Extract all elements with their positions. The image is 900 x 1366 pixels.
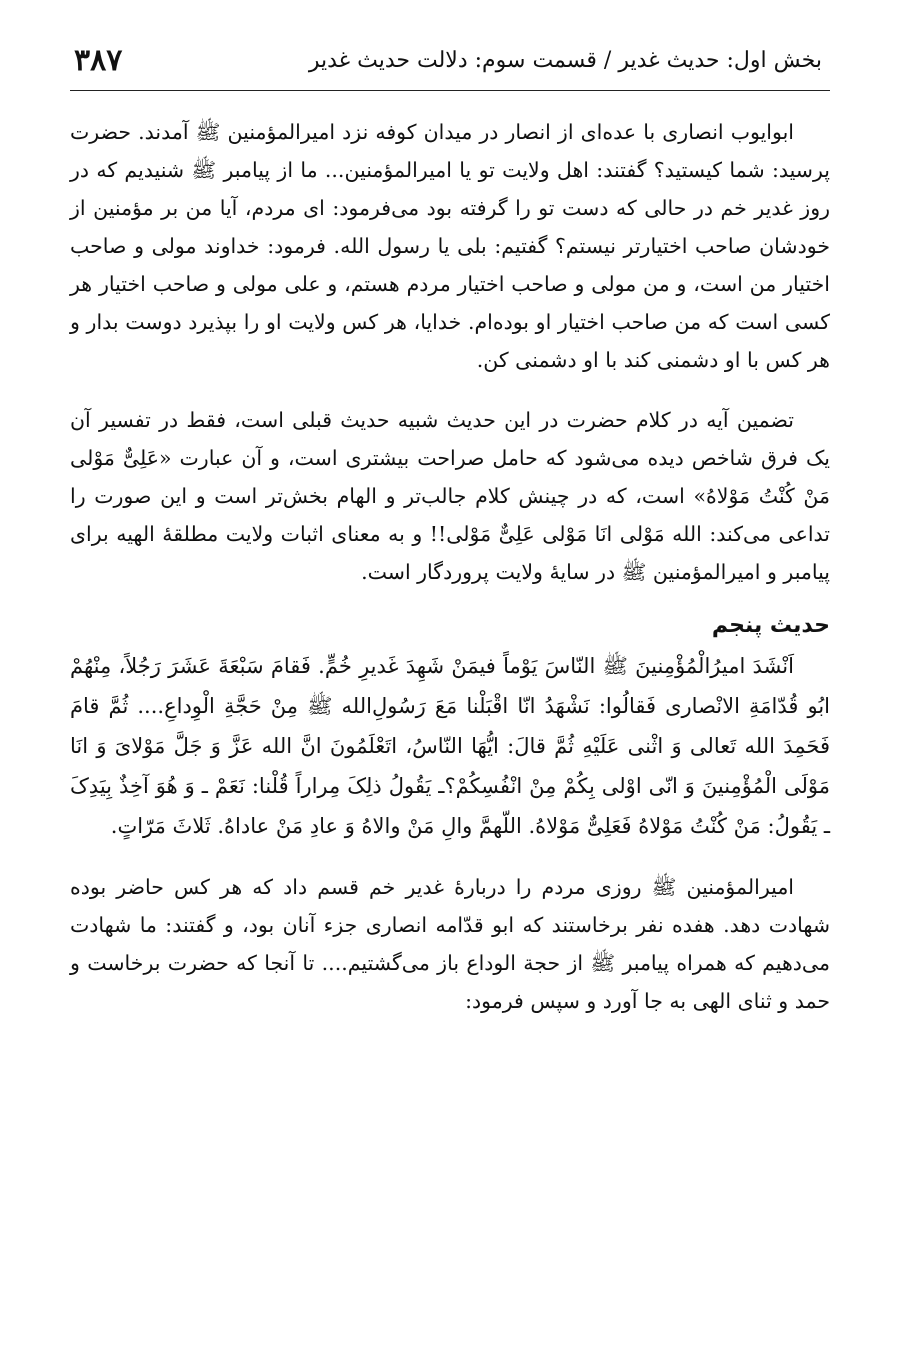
book-page [70, 30, 830, 1326]
paragraph-abu-ayyub: ابوایوب انصاری با عده‌ای از انصار در میدان کوفه نزد امیرالمؤمنین ﷺ آمدند. حضرت پرسید: شما کیستید؟ گفتند: اهل ولایت تو یا امیرالمؤمنین... ما از پیامبر ﷺ شنیدیم که در روز غدیر خم در حالی که دست تو را گرفته بود می‌فرمود: ای مردم، آیا من بر مؤمنین از خودشان صاحب اختیارتر نیستم؟ گفتیم: بلی یا رسول الله. فرمود: خداوند مولی و صاحب اختیار من است، و من مولی و صاحب اختیار مردم هستم، و علی مولی و صاحب اختیار هر کسی است که من صاحب اختیار او بوده‌ام. خدایا، هر کس ولایت او را بپذیرد دوست بدار و هر کس با او دشمنی کند با او دشمنی کن. [70, 120, 830, 372]
paragraph-translation: امیرالمؤمنین ﷺ روزی مردم را دربارهٔ غدیر خم قسم داد که هر کس حاضر بوده شهادت دهد. هفده نفر برخاستند که ابو قدّامه انصاری جزء آنان بود، و گفتند: ما شهادت می‌دهیم که همراه پیامبر ﷺ از حجة الوداع باز می‌گشتیم.... تا آنجا که حضرت برخاست و حمد و ثنای الهی به جا آورد و سپس فرمود: [70, 875, 830, 1013]
section-heading: حدیث پنجم [711, 613, 830, 638]
page-number: ۳۸۷ [74, 42, 123, 78]
paragraph-commentary: تضمین آیه در کلام حضرت در این حدیث شبیه حدیث قبلی است، فقط در تفسیر آن یک فرق شاخص دیده می‌شود که حامل صراحت بیشتری است، و آن عبارت «عَلِیٌّ مَوْلی مَنْ کُنْتُ مَوْلاهُ» است، که در چینش کلام جالب‌تر و الهام بخش‌تر است و این صورت را تداعی می‌کند: الله مَوْلی انَا مَوْلی عَلِیٌّ مَوْلی!! و به معنای اثبات ولایت مطلقهٔ الهیه برای پیامبر و امیرالمؤمنین ﷺ در سایهٔ ولایت پروردگار است. [70, 408, 830, 584]
page-content [70, 113, 830, 1020]
running-header [70, 30, 830, 91]
running-title: بخش اول: حدیث غدیر / قسمت سوم: دلالت حدیث غدیر [308, 47, 822, 73]
arabic-hadith-text: اَنْشَدَ امیرُالْمُؤْمِنینَ ﷺ النّاسَ یَوْماً فیمَنْ شَهِدَ غَدیرِ خُمٍّ. فَقامَ سَبْعَةَ عَشَرَ رَجُلاً، مِنْهُمْ ابُو قُدّامَةِ الانْصاری فَقالُوا: نَشْهَدُ انّا اقْبَلْنا مَعَ رَسُولِ‌الله ﷺ مِنْ حَجَّةِ الْوِداعِ.... ثُمَّ قامَ فَحَمِدَ الله تَعالی وَ اثْنی عَلَیْهِ ثُمَّ قالَ: ایُّهَا النّاسُ، اتَعْلَمُونَ انَّ الله عَزَّ وَ جَلَّ مَوْلایَ وَ انَا مَوْلَی الْمُؤْمِنینَ وَ انّی اوْلی بِکُمْ مِنْ انْفُسِکُمْ؟ـ یَقُولُ ذلِکَ مِراراً قُلْنا: نَعَمْ ـ وَ هُوَ آخِذٌ بِیَدِکَ ـ یَقُولُ: مَنْ کُنْتُ مَوْلاهُ فَعَلِیٌّ مَوْلاهُ. اللّهمَّ والِ مَنْ والاهُ وَ عادِ مَنْ عاداهُ. ثَلاثَ مَرّاتٍ. [70, 654, 830, 838]
